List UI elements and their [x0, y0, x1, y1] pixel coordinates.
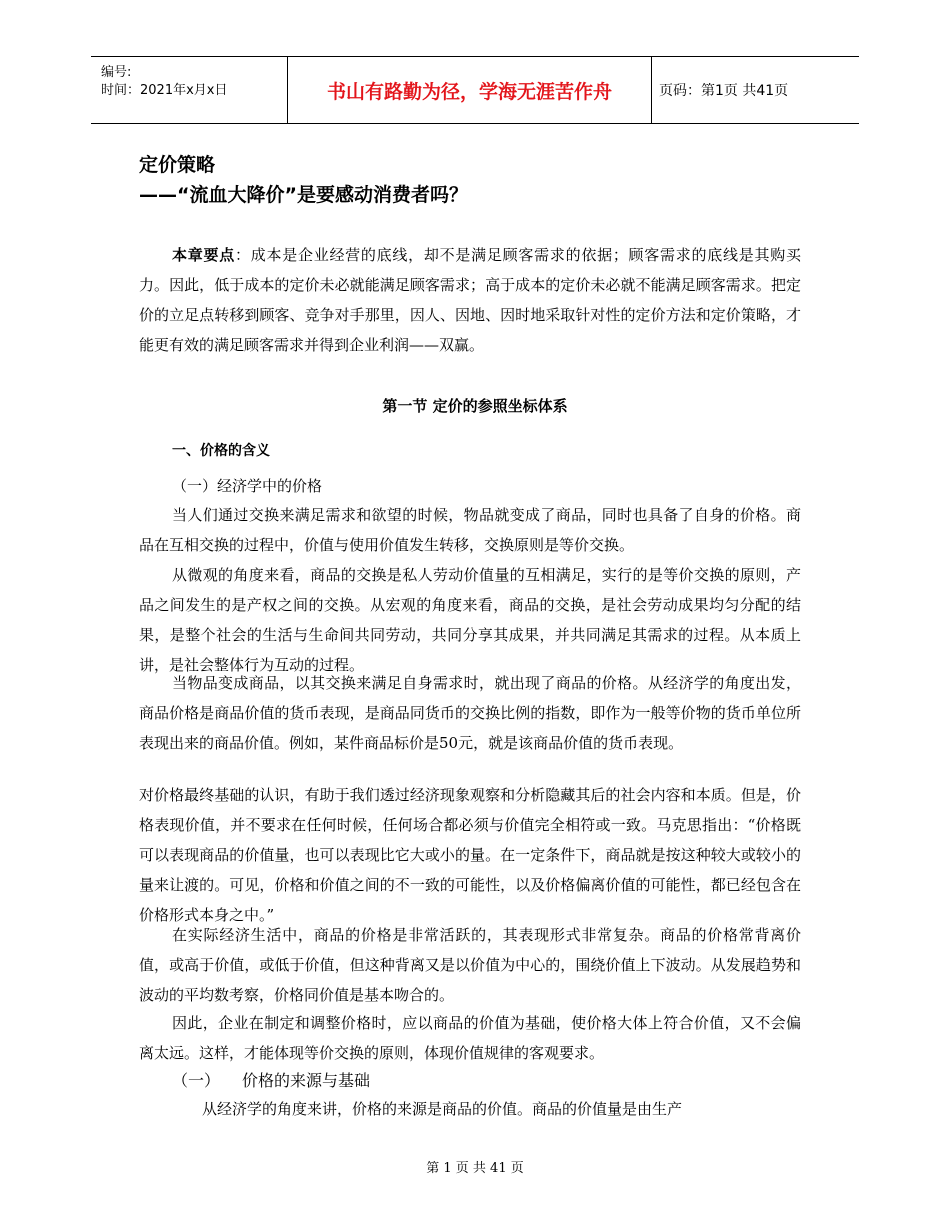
- header-table: [91, 56, 859, 124]
- paragraph: 从微观的角度来看，商品的交换是私人劳动价值量的互相满足，实行的是等价交换的原则，产品之间发生的是产权之间的交换。从宏观的角度来看，商品的交换，是社会劳动成果均匀分配的结果，是整个社会的生活与生命间共同劳动，共同分享其成果，并共同满足其需求的过程。从本质上讲，是社会整体行为互动的过程。: [139, 566, 801, 674]
- summary-label: 本章要点: [172, 246, 235, 264]
- paragraph: 当人们通过交换来满足需求和欲望的时候，物品就变成了商品，同时也具备了自身的价格。商品在互相交换的过程中，价值与使用价值发生转移，交换原则是等价交换。: [139, 506, 801, 554]
- page-info: 页码：第1页 共41页: [659, 83, 789, 99]
- subheading-text: 价格的来源与基础: [242, 1071, 371, 1090]
- number-label: 编号:: [101, 65, 132, 80]
- paragraph: 从经济学的角度来讲，价格的来源是商品的价值。商品的价值量是由生产: [202, 1100, 683, 1118]
- subheading-price-source: [172, 1068, 370, 1091]
- doc-subtitle: ——“流血大降价”是要感动消费者吗？: [139, 184, 468, 206]
- page-footer: 第 1 页 共 41 页: [426, 1161, 524, 1176]
- doc-title: 定价策略: [139, 154, 216, 176]
- chapter-summary: [139, 240, 801, 360]
- subheading-number: （一）: [172, 1071, 221, 1090]
- paragraph: 当物品变成商品，以其交换来满足自身需求时，就出现了商品的价格。从经济学的角度出发，商品价格是商品价值的货币表现，是商品同货币的交换比例的指数，即作为一般等价物的货币单位所表现出来的商品价值。例如，某件商品标价是50元，就是该商品价值的货币表现。: [139, 674, 801, 752]
- section-title: 第一节 定价的参照坐标体系: [382, 397, 568, 415]
- heading-price-meaning: 一、价格的含义: [172, 443, 270, 459]
- subheading-economics-price: （一）经济学中的价格: [172, 477, 323, 495]
- time-label: 时间：2021年x月x日: [101, 83, 228, 98]
- paragraph: 因此，企业在制定和调整价格时，应以商品的价值为基础，使价格大体上符合价值，又不会偏离太远。这样，才能体现等价交换的原则，体现价值规律的客观要求。: [139, 1014, 801, 1062]
- paragraph: 对价格最终基础的认识，有助于我们透过经济现象观察和分析隐藏其后的社会内容和本质。但是，价格表现价值，并不要求在任何时候，任何场合都必须与价值完全相符或一致。马克思指出：“价格既可以表现商品的价值量，也可以表现比它大或小的量。在一定条件下，商品就是按这种较大或较小的量来让渡的。可见，价格和价值之间的不一致的可能性，以及价格偏离价值的可能性，都已经包含在价格形式本身之中。”: [139, 786, 801, 924]
- motto: 书山有路勤为径，学海无涯苦作舟: [288, 57, 652, 123]
- summary-text: ：成本是企业经营的底线，却不是满足顾客需求的依据；顾客需求的底线是其购买力。因此，低于成本的定价未必就能满足顾客需求；高于成本的定价未必就不能满足顾客需求。把定价的立足点转移到顾客、竞争对手那里，因人、因地、因时地采取针对性的定价方法和定价策略，才能更有效的满足顾客需求并得到企业利润——双赢。: [139, 246, 801, 354]
- paragraph: 在实际经济生活中，商品的价格是非常活跃的，其表现形式非常复杂。商品的价格常背离价值，或高于价值，或低于价值，但这种背离又是以价值为中心的，围绕价值上下波动。从发展趋势和波动的平均数考察，价格同价值是基本吻合的。: [139, 926, 801, 1004]
- header-info-cell: [91, 57, 288, 123]
